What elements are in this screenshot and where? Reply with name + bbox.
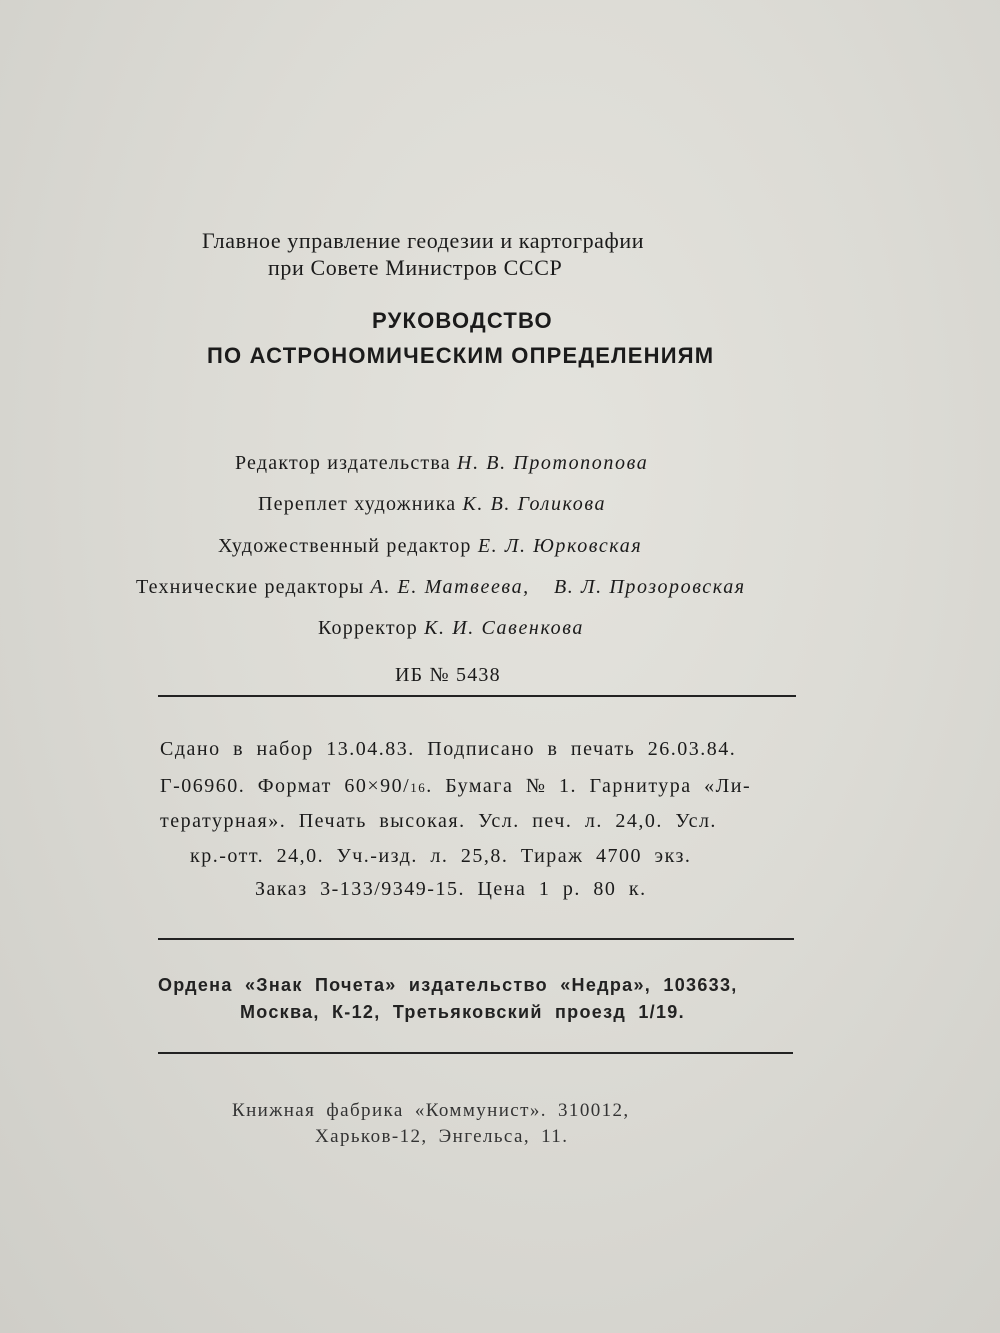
- imprint-line-5: Заказ 3-133/9349-15. Цена 1 р. 80 к.: [255, 878, 647, 900]
- imprint-line-2: [160, 775, 751, 798]
- credit-name: К. И. Савенкова: [424, 617, 584, 639]
- credit-role: Переплет художника: [258, 493, 457, 515]
- credit-role: Художественный редактор: [218, 535, 472, 557]
- divider-rule-2: [158, 938, 794, 940]
- credit-binding-artist: [258, 493, 606, 516]
- imprint-line-3: тературная». Печать высокая. Усл. печ. л. 24,0. Усл.: [160, 810, 717, 832]
- credit-role: Корректор: [318, 617, 418, 639]
- credit-proofreader: [318, 617, 584, 640]
- ib-number: ИБ № 5438: [395, 664, 501, 686]
- imprint-line-4: кр.-отт. 24,0. Уч.-изд. л. 25,8. Тираж 4700 экз.: [190, 845, 692, 867]
- credit-name-2: В. Л. Прозоровская: [553, 576, 746, 598]
- organization-line-2: при Совете Министров СССР: [268, 255, 563, 280]
- credit-role: Редактор издательства: [235, 452, 451, 474]
- publisher-line-1: Ордена «Знак Почета» издательство «Недра», 103633,: [158, 975, 738, 995]
- publisher-line-2: Москва, К-12, Третьяковский проезд 1/19.: [240, 1002, 685, 1022]
- imprint-format-fraction: 16: [410, 780, 427, 795]
- credit-art-editor: [218, 535, 642, 558]
- book-title-line-2: ПО АСТРОНОМИЧЕСКИМ ОПРЕДЕЛЕНИЯМ: [207, 343, 715, 368]
- imprint-paper: . Бумага № 1. Гарнитура «Ли-: [426, 775, 752, 797]
- credit-name: Н. В. Протопопова: [457, 452, 649, 474]
- divider-rule-3: [158, 1052, 793, 1054]
- credit-role: Технические редакторы: [136, 576, 365, 598]
- imprint-format: Г-06960. Формат 60×90/: [160, 775, 411, 797]
- credit-name: К. В. Голикова: [462, 493, 607, 515]
- printer-line-1: Книжная фабрика «Коммунист». 310012,: [232, 1100, 630, 1121]
- divider-rule-1: [158, 695, 796, 697]
- imprint-line-1: Сдано в набор 13.04.83. Подписано в печать 26.03.84.: [160, 738, 737, 760]
- credit-technical-editors: [136, 576, 746, 599]
- printer-line-2: Харьков-12, Энгельса, 11.: [315, 1126, 569, 1147]
- organization-line-1: Главное управление геодезии и картографии: [202, 228, 645, 253]
- credit-name: Е. Л. Юрковская: [477, 535, 643, 557]
- book-title-line-1: РУКОВОДСТВО: [372, 308, 553, 333]
- credit-editor: [235, 452, 648, 475]
- credit-name: А. Е. Матвеева,: [370, 576, 530, 598]
